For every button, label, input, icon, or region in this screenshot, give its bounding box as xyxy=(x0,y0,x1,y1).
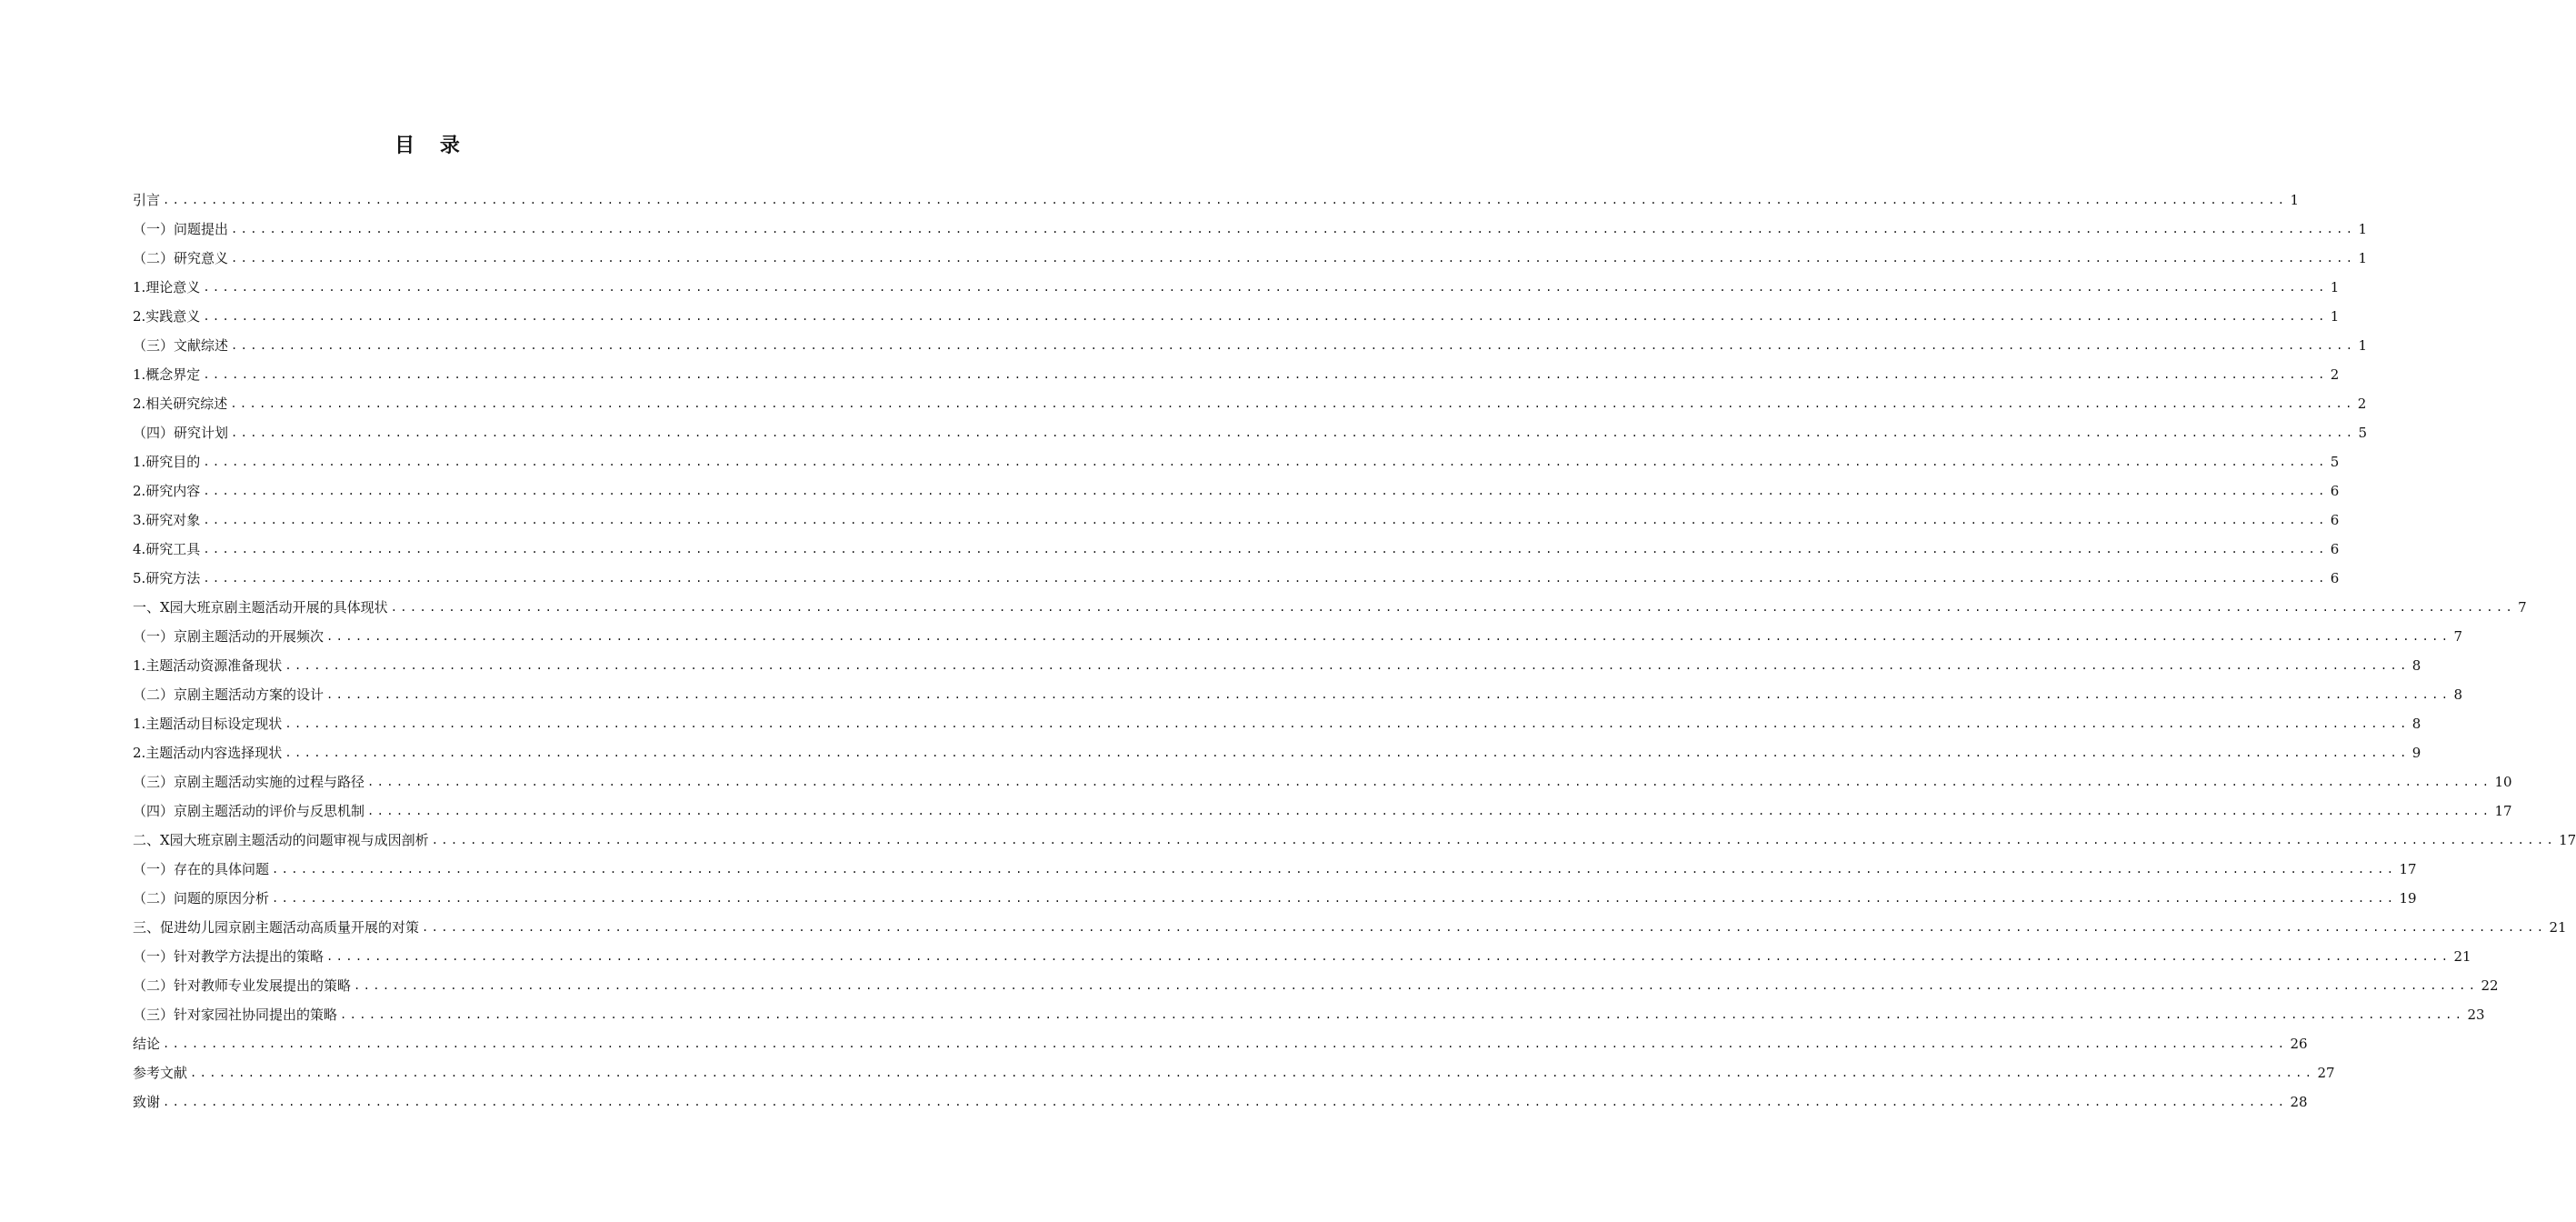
toc-entry-page: 7 xyxy=(2453,628,2462,645)
toc-entry-label: （一）存在的具体问题 xyxy=(133,861,270,877)
toc-entry-label: 二、X园大班京剧主题活动的问题审视与成因剖析 xyxy=(133,832,429,848)
toc-entry-page: 1 xyxy=(2330,279,2340,295)
toc-entry[interactable] xyxy=(133,587,2527,616)
toc-entry-label: （二）京剧主题活动方案的设计 xyxy=(133,686,324,703)
toc-entry-label: 结论 xyxy=(133,1036,161,1052)
toc-leader-dots: ............................................................................................................................................................................................................................ xyxy=(203,543,2328,556)
toc-leader-dots: ............................................................................................................................................................................................................................ xyxy=(203,514,2328,526)
toc-entry[interactable] xyxy=(133,878,2417,907)
toc-entry[interactable] xyxy=(133,326,2367,355)
toc-entry-label: （一）京剧主题活动的开展频次 xyxy=(133,628,324,645)
toc-entry[interactable] xyxy=(133,471,2340,500)
toc-entry[interactable] xyxy=(133,646,2421,675)
toc-entry-page: 6 xyxy=(2330,541,2340,557)
toc-leader-dots: ............................................................................................................................................................................................................................ xyxy=(203,485,2328,497)
toc-entry[interactable] xyxy=(133,1082,2308,1111)
toc-entry-label: （四）研究计划 xyxy=(133,425,229,441)
toc-entry[interactable] xyxy=(133,791,2512,820)
toc-leader-dots: ............................................................................................................................................................................................................................ xyxy=(203,281,2328,294)
toc-entry-page: 21 xyxy=(2453,948,2471,965)
toc-leader-dots: ............................................................................................................................................................................................................................ xyxy=(272,863,2397,876)
toc-leader-dots: ............................................................................................................................................................................................................................ xyxy=(230,397,2355,410)
toc-entry-page: 8 xyxy=(2411,716,2421,732)
toc-entry-label: 1.理论意义 xyxy=(133,279,201,295)
toc-leader-dots: ............................................................................................................................................................................................................................ xyxy=(203,572,2328,585)
toc-leader-dots: ............................................................................................................................................................................................................................ xyxy=(231,426,2356,439)
toc-entry[interactable] xyxy=(133,209,2367,238)
toc-entry[interactable] xyxy=(133,995,2485,1024)
toc-leader-dots: ............................................................................................................................................................................................................................ xyxy=(326,950,2451,963)
toc-entry-page: 6 xyxy=(2330,512,2340,528)
toc-entry[interactable] xyxy=(133,1053,2335,1082)
toc-leader-dots: ............................................................................................................................................................................................................................ xyxy=(431,834,2557,846)
toc-entry-page: 8 xyxy=(2453,686,2462,703)
toc-entry-label: 2.相关研究综述 xyxy=(133,396,228,412)
toc-entry-page: 5 xyxy=(2358,425,2367,441)
toc-entry-page: 9 xyxy=(2411,745,2421,761)
toc-entry-page: 22 xyxy=(2481,977,2499,994)
toc-leader-dots: ............................................................................................................................................................................................................................ xyxy=(163,1037,2288,1050)
toc-leader-dots: ............................................................................................................................................................................................................................ xyxy=(203,456,2328,468)
toc-leader-dots: ............................................................................................................................................................................................................................ xyxy=(390,601,2516,614)
toc-entry-label: （三）京剧主题活动实施的过程与路径 xyxy=(133,774,365,790)
toc-entry[interactable] xyxy=(133,849,2417,878)
toc-entry[interactable] xyxy=(133,616,2462,646)
toc-entry-label: （二）针对教师专业发展提出的策略 xyxy=(133,977,352,994)
toc-entry[interactable] xyxy=(133,704,2421,733)
toc-entry-label: （二）研究意义 xyxy=(133,250,229,266)
toc-entry-page: 5 xyxy=(2330,454,2340,470)
toc-leader-dots: ............................................................................................................................................................................................................................ xyxy=(285,717,2410,730)
toc-entry-page: 1 xyxy=(2330,308,2340,325)
toc-entry-label: 1.主题活动目标设定现状 xyxy=(133,716,283,732)
toc-entry-page: 1 xyxy=(2358,337,2367,354)
toc-leader-dots: ............................................................................................................................................................................................................................ xyxy=(340,1008,2465,1021)
toc-leader-dots: ............................................................................................................................................................................................................................ xyxy=(422,921,2547,934)
toc-leader-dots: ............................................................................................................................................................................................................................ xyxy=(354,979,2479,992)
toc-entry[interactable] xyxy=(133,937,2471,966)
toc-entry-label: 参考文献 xyxy=(133,1065,188,1081)
toc-entry[interactable] xyxy=(133,267,2340,296)
toc-entry[interactable] xyxy=(133,1024,2308,1053)
toc-list xyxy=(133,180,2576,1111)
toc-leader-dots: ............................................................................................................................................................................................................................ xyxy=(190,1067,2315,1079)
toc-leader-dots: ............................................................................................................................................................................................................................ xyxy=(231,252,2356,265)
toc-entry-page: 1 xyxy=(2358,250,2367,266)
toc-leader-dots: ............................................................................................................................................................................................................................ xyxy=(203,310,2328,323)
toc-entry-page: 17 xyxy=(2494,803,2512,819)
toc-entry-page: 2 xyxy=(2357,396,2367,412)
toc-entry-page: 8 xyxy=(2411,657,2421,674)
toc-entry[interactable] xyxy=(133,296,2340,326)
toc-entry[interactable] xyxy=(133,442,2340,471)
toc-entry[interactable] xyxy=(133,558,2340,587)
toc-leader-dots: ............................................................................................................................................................................................................................ xyxy=(326,630,2451,643)
toc-entry[interactable] xyxy=(133,907,2567,937)
toc-entry[interactable] xyxy=(133,413,2367,442)
toc-entry[interactable] xyxy=(133,675,2462,704)
toc-entry-label: 三、促进幼儿园京剧主题活动高质量开展的对策 xyxy=(133,919,420,936)
toc-entry-page: 2 xyxy=(2330,366,2340,383)
toc-entry[interactable] xyxy=(133,355,2340,384)
toc-leader-dots: ............................................................................................................................................................................................................................ xyxy=(163,194,2288,206)
toc-entry-page: 21 xyxy=(2549,919,2567,936)
toc-entry-label: （二）问题的原因分析 xyxy=(133,890,270,906)
toc-entry-label: 4.研究工具 xyxy=(133,541,201,557)
toc-entry-label: 2.实践意义 xyxy=(133,308,201,325)
toc-entry-page: 6 xyxy=(2330,483,2340,499)
toc-entry-page: 6 xyxy=(2330,570,2340,586)
toc-entry[interactable] xyxy=(133,384,2367,413)
toc-leader-dots: ............................................................................................................................................................................................................................ xyxy=(231,223,2356,235)
toc-entry[interactable] xyxy=(133,500,2340,529)
toc-entry-label: 2.主题活动内容选择现状 xyxy=(133,745,283,761)
toc-entry-page: 27 xyxy=(2317,1065,2335,1081)
toc-entry-page: 19 xyxy=(2399,890,2417,906)
toc-entry-label: （四）京剧主题活动的评价与反思机制 xyxy=(133,803,365,819)
toc-leader-dots: ............................................................................................................................................................................................................................ xyxy=(203,368,2328,381)
toc-leader-dots: ............................................................................................................................................................................................................................ xyxy=(367,776,2492,788)
toc-entry[interactable] xyxy=(133,762,2512,791)
toc-leader-dots: ............................................................................................................................................................................................................................ xyxy=(285,746,2410,759)
toc-entry-label: （一）问题提出 xyxy=(133,221,229,237)
toc-title: 目 录 xyxy=(394,135,469,157)
toc-leader-dots: ............................................................................................................................................................................................................................ xyxy=(231,339,2356,352)
toc-entry[interactable] xyxy=(133,820,2576,849)
toc-entry-label: （三）文献综述 xyxy=(133,337,229,354)
toc-entry-label: 5.研究方法 xyxy=(133,570,201,586)
toc-entry[interactable] xyxy=(133,733,2421,762)
toc-entry-page: 28 xyxy=(2290,1094,2308,1110)
toc-leader-dots: ............................................................................................................................................................................................................................ xyxy=(163,1096,2288,1108)
toc-entry-label: 致谢 xyxy=(133,1094,161,1110)
toc-entry-page: 26 xyxy=(2290,1036,2308,1052)
toc-entry-label: 1.主题活动资源准备现状 xyxy=(133,657,283,674)
toc-entry-page: 7 xyxy=(2518,599,2527,616)
toc-entry-label: 1.研究目的 xyxy=(133,454,201,470)
toc-entry-page: 23 xyxy=(2467,1007,2485,1023)
toc-entry-page: 1 xyxy=(2290,192,2299,208)
toc-entry[interactable] xyxy=(133,529,2340,558)
toc-leader-dots: ............................................................................................................................................................................................................................ xyxy=(285,659,2410,672)
toc-entry-page: 17 xyxy=(2559,832,2576,848)
toc-entry-label: 一、X园大班京剧主题活动开展的具体现状 xyxy=(133,599,388,616)
toc-entry[interactable] xyxy=(133,238,2367,267)
toc-leader-dots: ............................................................................................................................................................................................................................ xyxy=(272,892,2397,905)
toc-entry-label: 引言 xyxy=(133,192,161,208)
toc-entry-label: 2.研究内容 xyxy=(133,483,201,499)
toc-entry-label: （一）针对教学方法提出的策略 xyxy=(133,948,324,965)
toc-entry[interactable] xyxy=(133,966,2499,995)
toc-leader-dots: ............................................................................................................................................................................................................................ xyxy=(326,688,2451,701)
toc-entry-page: 17 xyxy=(2399,861,2417,877)
toc-entry-label: 3.研究对象 xyxy=(133,512,201,528)
toc-entry-page: 1 xyxy=(2358,221,2367,237)
toc-entry-label: （三）针对家园社协同提出的策略 xyxy=(133,1007,338,1023)
toc-entry-label: 1.概念界定 xyxy=(133,366,201,383)
toc-entry-page: 10 xyxy=(2494,774,2512,790)
toc-leader-dots: ............................................................................................................................................................................................................................ xyxy=(367,805,2492,817)
toc-entry[interactable] xyxy=(133,180,2299,209)
